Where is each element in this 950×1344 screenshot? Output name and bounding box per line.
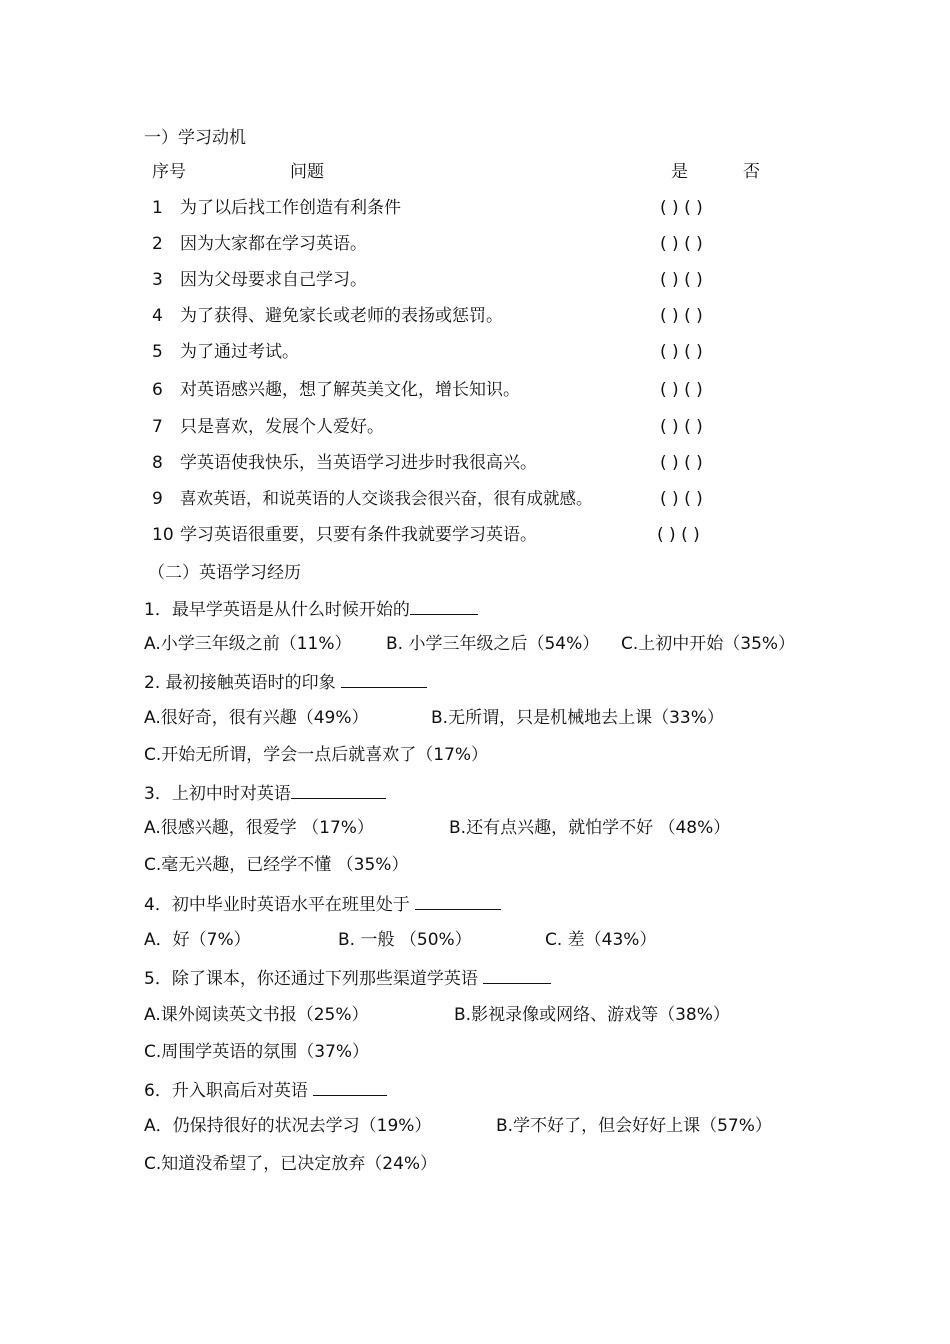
option: B.还有点兴趣，就怕学不好 （48%）: [449, 818, 731, 838]
answer-blank: [415, 893, 501, 910]
item-text: 学习英语很重要，只要有条件我就要学习英语。: [180, 525, 537, 545]
option: C. 差（43%）: [545, 930, 657, 950]
item-text: 喜欢英语，和说英语的人交谈我会很兴奋，很有成就感。: [180, 489, 593, 508]
item-mark: ( ) ( ): [660, 234, 703, 254]
item-num: 10: [152, 525, 174, 545]
question-text: 1．最早学英语是从什么时候开始的: [144, 600, 410, 620]
question: [144, 1079, 387, 1101]
question: [144, 598, 478, 620]
option: A.小学三年级之前（11%）: [144, 634, 352, 654]
section2-title: （二）英语学习经历: [148, 563, 301, 583]
item-text: 对英语感兴趣，想了解英美文化，增长知识。: [180, 380, 520, 400]
answer-blank: [341, 671, 427, 688]
answer-blank: [291, 782, 386, 799]
question-text: 5．除了课本，你还通过下列那些渠道学英语: [144, 969, 484, 989]
item-text: 为了获得、避免家长或老师的表扬或惩罚。: [180, 306, 503, 326]
item-mark: ( ) ( ): [660, 453, 703, 473]
option: A．好（7%）: [144, 930, 251, 950]
option: A.很好奇，很有兴趣（49%）: [144, 708, 369, 728]
header-num: 序号: [152, 162, 186, 182]
header-yes: 是: [671, 162, 688, 182]
answer-blank: [313, 1079, 387, 1096]
item-num: 1: [152, 198, 163, 218]
item-mark: ( ) ( ): [660, 417, 703, 437]
question: [144, 782, 386, 804]
option: A.很感兴趣，很爱学 （17%）: [144, 818, 374, 838]
question: [144, 893, 501, 915]
option: B.学不好了，但会好好上课（57%）: [496, 1116, 772, 1136]
question: [144, 967, 551, 989]
item-num: 3: [152, 270, 163, 290]
item-mark: ( ) ( ): [660, 489, 703, 509]
question: [144, 671, 427, 693]
answer-blank: [483, 967, 551, 984]
header-question: 问题: [290, 162, 324, 182]
header-no: 否: [743, 162, 760, 182]
item-text: 因为大家都在学习英语。: [180, 234, 367, 254]
question-text: 6．升入职高后对英语: [144, 1081, 314, 1101]
item-mark: ( ) ( ): [660, 306, 703, 326]
option: A.课外阅读英文书报（25%）: [144, 1005, 369, 1025]
item-mark: ( ) ( ): [660, 380, 703, 400]
option: B.影视录像或网络、游戏等（38%）: [454, 1005, 730, 1025]
item-text: 为了通过考试。: [180, 342, 299, 362]
item-mark: ( ) ( ): [660, 342, 703, 362]
item-mark: ( ) ( ): [660, 270, 703, 290]
option: C.开始无所谓，学会一点后就喜欢了（17%）: [144, 745, 489, 765]
item-num: 5: [152, 342, 163, 362]
option: B. 一般 （50%）: [338, 930, 472, 950]
item-text: 学英语使我快乐，当英语学习进步时我很高兴。: [180, 453, 537, 473]
question-text: 4．初中毕业时英语水平在班里处于: [144, 895, 416, 915]
item-num: 9: [152, 489, 163, 509]
option: B.无所谓，只是机械地去上课（33%）: [431, 708, 724, 728]
item-num: 6: [152, 380, 163, 400]
option: C.周围学英语的氛围（37%）: [144, 1042, 370, 1062]
answer-blank: [410, 598, 478, 615]
option: C.知道没希望了，已决定放弃（24%）: [144, 1154, 438, 1174]
question-text: 2. 最初接触英语时的印象: [144, 673, 342, 693]
section1-title: 一）学习动机: [144, 128, 246, 148]
item-num: 2: [152, 234, 163, 254]
item-text: 只是喜欢，发展个人爱好。: [180, 417, 384, 437]
item-num: 8: [152, 453, 163, 473]
item-text: 为了以后找工作创造有利条件: [180, 198, 401, 218]
item-mark: ( ) ( ): [657, 525, 700, 545]
option: C.毫无兴趣，已经学不懂 （35%）: [144, 855, 409, 875]
option: B. 小学三年级之后（54%）: [386, 634, 600, 654]
item-mark: ( ) ( ): [660, 198, 703, 218]
item-text: 因为父母要求自己学习。: [180, 270, 367, 290]
option: C.上初中开始（35%）: [621, 634, 796, 654]
item-num: 4: [152, 306, 163, 326]
item-num: 7: [152, 417, 163, 437]
option: A．仍保持很好的状况去学习（19%）: [144, 1116, 432, 1136]
question-text: 3．上初中时对英语: [144, 784, 291, 804]
